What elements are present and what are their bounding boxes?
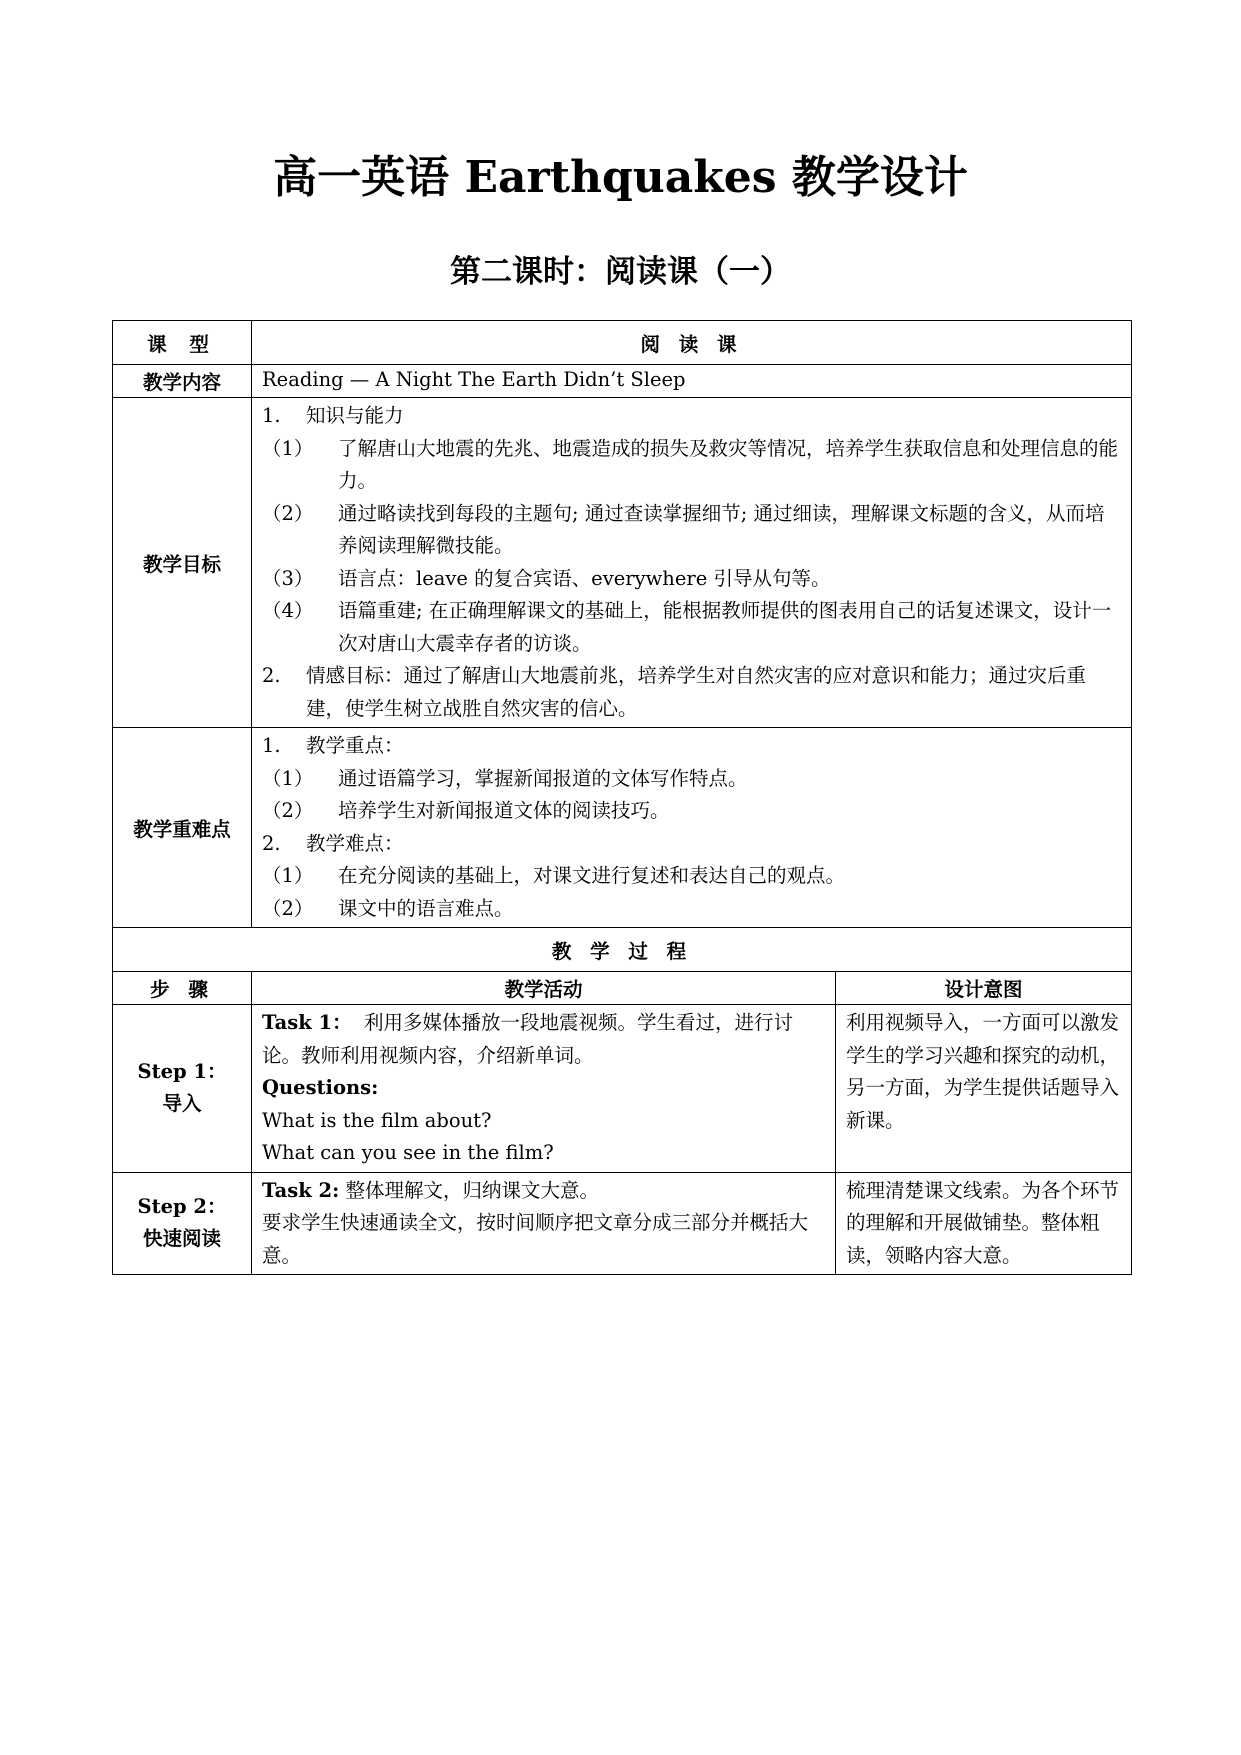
key-points-label: 教学重难点 bbox=[113, 728, 252, 928]
objectives-list bbox=[252, 398, 1131, 727]
list-item: （4） 语篇重建; 在正确理解课文的基础上，能根据教师提供的图表用自己的话复述课文，设计一次对唐山大震幸存者的访谈。 bbox=[262, 599, 1112, 655]
page-title: 高一英语 Earthquakes 教学设计 bbox=[273, 152, 968, 203]
step1-label: Step 1： 导入 bbox=[113, 1005, 252, 1173]
questions-label: Questions: bbox=[262, 1076, 379, 1099]
list-item: 1. 教学重点： bbox=[262, 734, 404, 757]
list-item: 2. 情感目标：通过了解唐山大地震前兆，培养学生对自然灾害的应对意识和能力；通过灾后重建，使学生树立战胜自然灾害的信心。 bbox=[262, 664, 1087, 720]
table-row-key-points bbox=[113, 728, 1132, 928]
lesson-plan-table bbox=[112, 320, 1132, 1275]
list-item: （1） 了解唐山大地震的先兆、地震造成的损失及救灾等情况，培养学生获取信息和处理信息的能力。 bbox=[262, 436, 1119, 492]
process-header: 教 学 过 程 bbox=[113, 928, 1132, 972]
table-row-process-header bbox=[113, 928, 1132, 972]
page-subtitle: 第二课时：阅读课（一） bbox=[450, 254, 791, 290]
table-row-step2 bbox=[113, 1172, 1132, 1275]
content-value: Reading — A Night The Earth Didn’t Sleep bbox=[262, 368, 686, 391]
list-item: （2） 通过略读找到每段的主题句; 通过查读掌握细节; 通过细读，理解课文标题的含义，从而培养阅读理解微技能。 bbox=[262, 501, 1105, 557]
column-header-step: 步 骤 bbox=[113, 972, 252, 1005]
content-cell bbox=[252, 365, 1132, 398]
type-value: 阅 读 课 bbox=[252, 321, 1132, 365]
content-label: 教学内容 bbox=[113, 365, 252, 398]
task2-paragraph: Task 2: 整体理解文，归纳课文大意。 bbox=[262, 1178, 600, 1202]
list-item: （2） 课文中的语言难点。 bbox=[262, 896, 514, 920]
list-item: （3） 语言点：leave 的复合宾语、everywhere 引导从句等。 bbox=[262, 566, 831, 590]
question-item: What can you see in the film? bbox=[262, 1141, 554, 1164]
table-row-step1 bbox=[113, 1005, 1132, 1173]
list-item: 1. 知识与能力 bbox=[262, 404, 404, 427]
column-header-activity: 教学活动 bbox=[252, 972, 836, 1005]
objectives-label: 教学目标 bbox=[113, 398, 252, 728]
table-row-type bbox=[113, 321, 1132, 365]
step1-intent: 利用视频导入，一方面可以激发学生的学习兴趣和探究的动机，另一方面，为学生提供话题导入新课。 bbox=[846, 1011, 1120, 1132]
type-label: 课 型 bbox=[113, 321, 252, 365]
task1-paragraph: Task 1： 利用多媒体播放一段地震视频。学生看过，进行讨论。教师利用视频内容，介绍新单词。 bbox=[262, 1011, 794, 1067]
list-item: （1） 在充分阅读的基础上，对课文进行复述和表达自己的观点。 bbox=[262, 864, 846, 887]
step2-intent: 梳理清楚课文线索。为各个环节的理解和开展做铺垫。整体粗读，领略内容大意。 bbox=[846, 1178, 1120, 1267]
step2-label: Step 2： 快速阅读 bbox=[113, 1172, 252, 1275]
list-item: （1） 通过语篇学习，掌握新闻报道的文体写作特点。 bbox=[262, 766, 748, 790]
table-row-content bbox=[113, 365, 1132, 398]
table-row-column-headers bbox=[113, 972, 1132, 1005]
task2-detail: 要求学生快速通读全文，按时间顺序把文章分成三部分并概括大意。 bbox=[262, 1211, 809, 1267]
step1-activity-cell bbox=[252, 1005, 836, 1173]
step2-intent-cell bbox=[836, 1172, 1132, 1275]
question-item: What is the film about? bbox=[262, 1108, 492, 1132]
step2-activity-cell bbox=[252, 1172, 836, 1275]
list-item: 2. 教学难点： bbox=[262, 831, 404, 855]
objectives-cell bbox=[252, 398, 1132, 728]
column-header-intent: 设计意图 bbox=[836, 972, 1132, 1005]
key-points-list bbox=[252, 728, 1131, 927]
key-points-cell bbox=[252, 728, 1132, 928]
table-row-objectives bbox=[113, 398, 1132, 728]
step1-intent-cell bbox=[836, 1005, 1132, 1173]
list-item: （2） 培养学生对新闻报道文体的阅读技巧。 bbox=[262, 799, 670, 822]
